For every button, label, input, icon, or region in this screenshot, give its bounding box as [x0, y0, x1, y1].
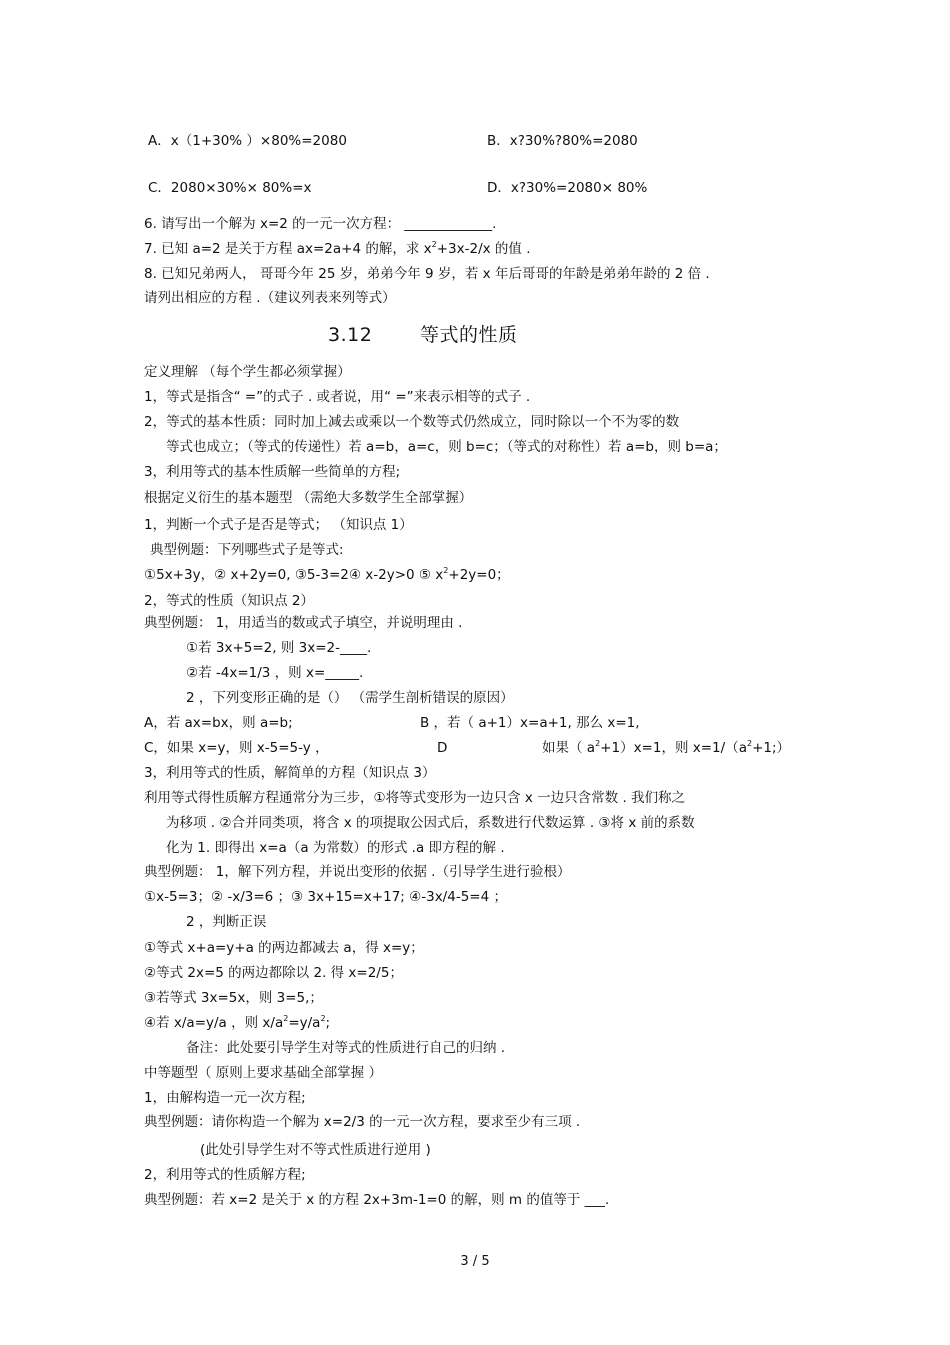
definition-item-3: 3，利用等式的基本性质解一些简单的方程;	[144, 464, 401, 480]
basic-point-1: 1，判断一个式子是否是等式； （知识点 1）	[144, 517, 413, 533]
basic-point-3-example: 典型例题： 1，解下列方程，并说出变形的依据 .（引导学生进行验根）	[144, 864, 571, 880]
page-number: 3 / 5	[460, 1254, 490, 1269]
medium-point-1-example: 典型例题：请你构造一个解为 x=2/3 的一元一次方程，要求至少有三项 .	[144, 1114, 581, 1130]
definition-heading: 定义理解 （每个学生都必须掌握）	[144, 364, 351, 380]
basic-point-3-line-2: 为移项 . ②合并同类项，将含 x 的项提取公因式后，系数进行代数运算 . ③将 x 前的系数	[166, 815, 695, 831]
option-d: D．x?30%=2080× 80%	[487, 180, 648, 196]
section-title: 等式的性质	[420, 324, 518, 346]
basic-point-2: 2，等式的性质（知识点 2）	[144, 593, 314, 609]
question-8-line2: 请列出相应的方程 .（建议列表来列等式）	[144, 290, 396, 306]
basic-point-3-equations: ①x-5=3；② -x/3=6 ；③ 3x+15=x+17; ④-3x/4-5=4 ；	[144, 889, 507, 905]
basic-point-2-exercise-2: ②若 -4x=1/3 ，则 x=_____.	[186, 665, 364, 681]
choice-c: C，如果 x=y，则 x-5=5-y ，	[144, 740, 329, 756]
basic-point-3-line-1: 利用等式得性质解方程通常分为三步，①将等式变形为一边只含 x 一边只含常数 . 我们称之	[144, 790, 686, 806]
choice-d-label: D	[437, 740, 448, 756]
medium-point-2: 2，利用等式的性质解方程;	[144, 1167, 306, 1183]
medium-point-1-note: (此处引导学生对不等式性质进行逆用 )	[200, 1142, 431, 1158]
choice-a: A，若 ax=bx，则 a=b;	[144, 715, 293, 731]
basic-point-3: 3，利用等式的性质，解简单的方程（知识点 3）	[144, 765, 436, 781]
basic-point-3-line-3: 化为 1. 即得出 x=a（a 为常数）的形式 .a 即方程的解 .	[166, 840, 505, 856]
medium-heading: 中等题型（ 原则上要求基础全部掌握 ）	[144, 1065, 383, 1081]
definition-item-1: 1，等式是指含“ =”的式子 . 或者说，用“ =”来表示相等的式子 .	[144, 389, 531, 405]
teacher-note: 备注：此处要引导学生对等式的性质进行自己的归纳 .	[186, 1040, 506, 1056]
medium-point-1: 1，由解构造一元一次方程;	[144, 1090, 306, 1106]
basic-point-2-example: 典型例题： 1，用适当的数或式子填空，并说明理由 .	[144, 615, 463, 631]
judge-item-4: ④若 x/a=y/a ，则 $x/a^2=y/a^2$;	[144, 1014, 331, 1031]
judge-item-2: ②等式 2x=5 的两边都除以 2. 得 x=2/5；	[144, 965, 403, 981]
basic-point-2-exercise-1: ①若 3x+5=2, 则 3x=2-____.	[186, 640, 372, 656]
basic-point-2-question-2: 2 ，下列变形正确的是（） （需学生剖析错误的原因）	[186, 690, 514, 706]
basic-point-1-example: 典型例题：下列哪些式子是等式:	[150, 542, 344, 558]
definition-item-2b: 等式也成立；（等式的传递性）若 a=b，a=c，则 b=c；（等式的对称性）若 a=b，则 b=a；	[166, 439, 727, 455]
option-b: B．x?30%?80%=2080	[487, 133, 638, 149]
question-6: 6. 请写出一个解为 x=2 的一元一次方程： _____________.	[144, 216, 497, 232]
judge-item-3: ③若等式 3x=5x，则 3=5,；	[144, 990, 323, 1006]
basic-point-3-question-2: 2 ，判断正误	[186, 914, 267, 930]
section-number: 3.12	[328, 324, 373, 346]
choice-b: B ，若（ a+1）x=a+1, 那么 x=1,	[420, 715, 640, 731]
question-8-line1: 8. 已知兄弟两人， 哥哥今年 25 岁，弟弟今年 9 岁，若 x 年后哥哥的年龄是弟弟年龄的 2 倍 .	[144, 266, 710, 282]
option-c: C．2080×30%× 80%=x	[148, 180, 312, 196]
definition-item-2a: 2，等式的基本性质：同时加上减去或乘以一个数等式仍然成立，同时除以一个不为零的数	[144, 414, 680, 430]
choice-d: 如果（ $a^2+1)x=1$，则 $x=1/(a^2+1;)$	[542, 739, 791, 756]
question-7: 7. 已知 a=2 是关于方程 ax=2a+4 的解，求 $x^2+3x-2/x$ 的值 .	[144, 240, 531, 257]
basic-point-1-items: ①5x+3y，② x+2y=0, ③5-3=2④ x-2y>0 ⑤ $x^2+2y=0$；	[144, 566, 510, 583]
option-a: A．x（1+30% ）×80%=2080	[148, 133, 347, 149]
basic-heading: 根据定义衍生的基本题型 （需绝大多数学生全部掌握）	[144, 490, 473, 506]
medium-point-2-example: 典型例题：若 x=2 是关于 x 的方程 2x+3m-1=0 的解，则 m 的值等于 ___.	[144, 1192, 610, 1208]
judge-item-1: ①等式 x+a=y+a 的两边都减去 a，得 x=y；	[144, 940, 424, 956]
